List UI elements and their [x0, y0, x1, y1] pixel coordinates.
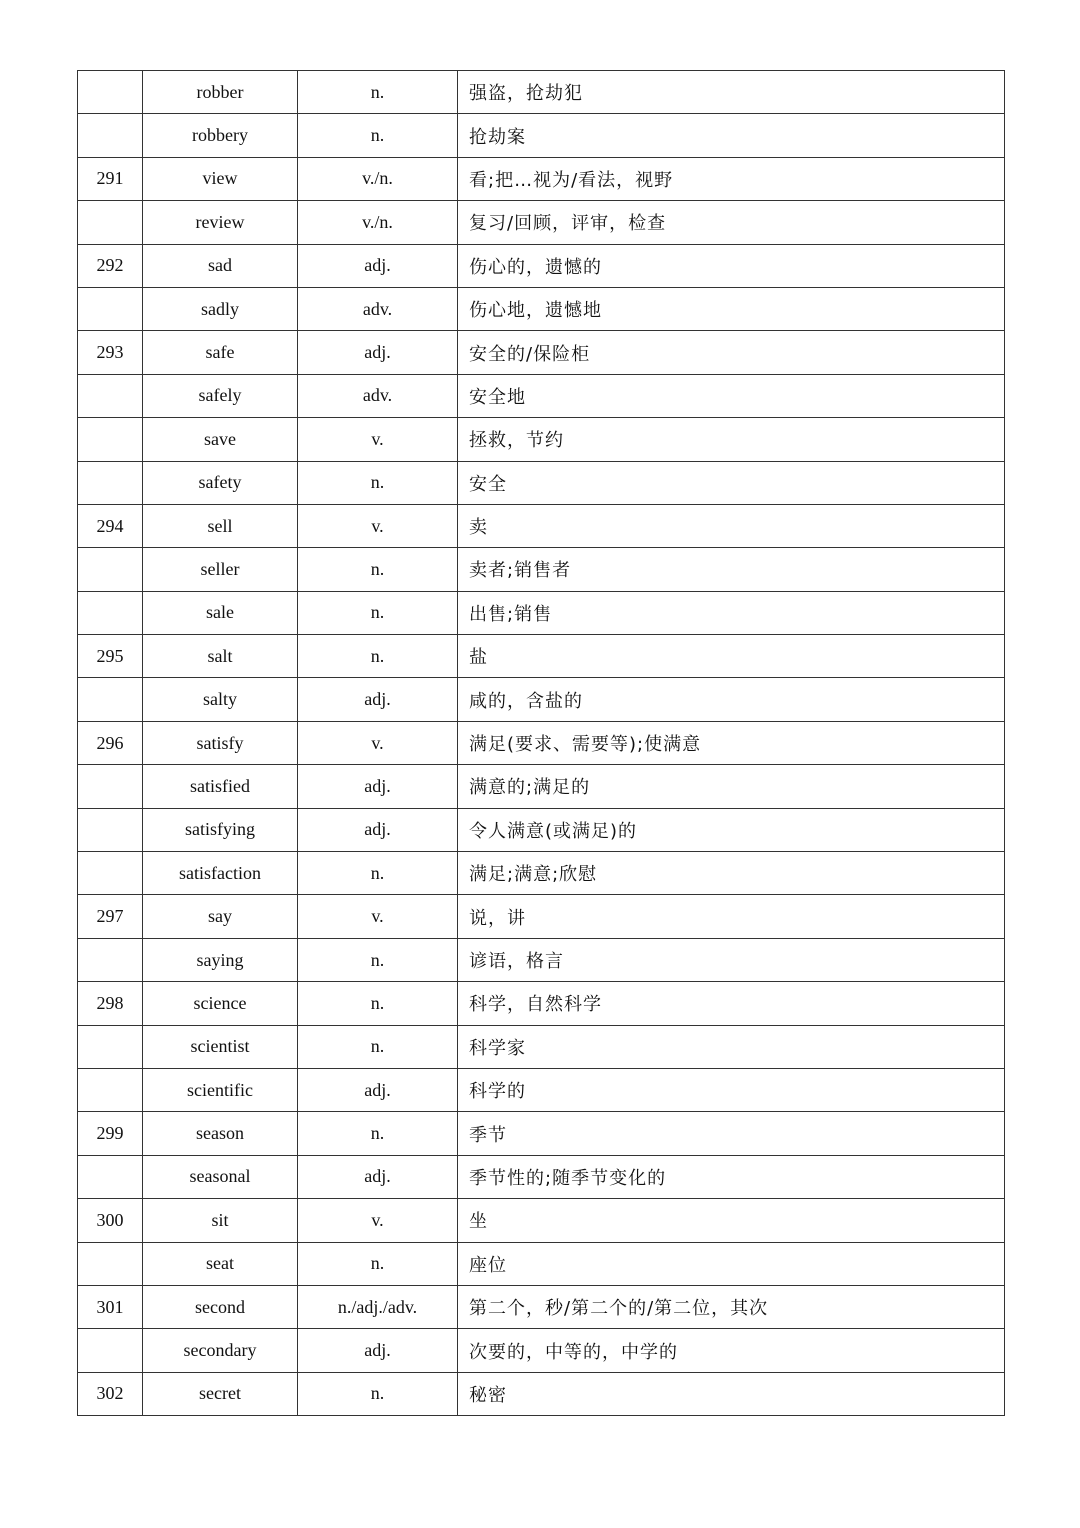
- entry-number: [78, 461, 143, 504]
- entry-word: secondary: [143, 1329, 298, 1372]
- table-row: [78, 1199, 1005, 1242]
- entry-meaning: 抢劫案: [458, 114, 1005, 157]
- entry-part-of-speech: adv.: [298, 374, 458, 417]
- table-row: [78, 418, 1005, 461]
- table-row: [78, 852, 1005, 895]
- entry-part-of-speech: n.: [298, 1242, 458, 1285]
- entry-part-of-speech: v.: [298, 895, 458, 938]
- entry-number: [78, 852, 143, 895]
- entry-meaning: 季节性的;随季节变化的: [458, 1155, 1005, 1198]
- entry-number: [78, 1068, 143, 1111]
- entry-part-of-speech: n.: [298, 852, 458, 895]
- entry-word: say: [143, 895, 298, 938]
- table-row: [78, 1112, 1005, 1155]
- entry-number: [78, 678, 143, 721]
- entry-number: [78, 201, 143, 244]
- entry-part-of-speech: v.: [298, 1199, 458, 1242]
- vocabulary-table-body: [78, 71, 1005, 1416]
- table-row: [78, 721, 1005, 764]
- entry-word: safe: [143, 331, 298, 374]
- entry-meaning: 卖者;销售者: [458, 548, 1005, 591]
- entry-number: [78, 71, 143, 114]
- entry-meaning: 卖: [458, 504, 1005, 547]
- entry-number: 294: [78, 504, 143, 547]
- table-row: [78, 1025, 1005, 1068]
- entry-part-of-speech: n.: [298, 982, 458, 1025]
- entry-word: satisfying: [143, 808, 298, 851]
- table-row: [78, 808, 1005, 851]
- entry-word: robber: [143, 71, 298, 114]
- entry-part-of-speech: n.: [298, 71, 458, 114]
- entry-part-of-speech: n.: [298, 548, 458, 591]
- entry-word: satisfaction: [143, 852, 298, 895]
- entry-meaning: 秘密: [458, 1372, 1005, 1415]
- entry-number: 295: [78, 635, 143, 678]
- entry-meaning: 满意的;满足的: [458, 765, 1005, 808]
- entry-word: sad: [143, 244, 298, 287]
- entry-word: safety: [143, 461, 298, 504]
- entry-part-of-speech: v.: [298, 504, 458, 547]
- entry-meaning: 科学家: [458, 1025, 1005, 1068]
- entry-number: [78, 114, 143, 157]
- entry-part-of-speech: adj.: [298, 1329, 458, 1372]
- entry-word: scientific: [143, 1068, 298, 1111]
- entry-part-of-speech: v./n.: [298, 157, 458, 200]
- entry-word: second: [143, 1285, 298, 1328]
- vocabulary-table: [77, 70, 1005, 1416]
- entry-meaning: 季节: [458, 1112, 1005, 1155]
- entry-word: satisfy: [143, 721, 298, 764]
- entry-word: salty: [143, 678, 298, 721]
- entry-part-of-speech: n.: [298, 461, 458, 504]
- entry-word: science: [143, 982, 298, 1025]
- entry-meaning: 次要的，中等的，中学的: [458, 1329, 1005, 1372]
- table-row: [78, 548, 1005, 591]
- table-row: [78, 591, 1005, 634]
- entry-part-of-speech: v./n.: [298, 201, 458, 244]
- entry-part-of-speech: n.: [298, 1372, 458, 1415]
- entry-part-of-speech: n.: [298, 938, 458, 981]
- table-row: [78, 374, 1005, 417]
- entry-word: safely: [143, 374, 298, 417]
- entry-part-of-speech: adj.: [298, 1068, 458, 1111]
- table-row: [78, 114, 1005, 157]
- entry-number: [78, 765, 143, 808]
- entry-part-of-speech: adj.: [298, 765, 458, 808]
- entry-meaning: 谚语，格言: [458, 938, 1005, 981]
- table-row: [78, 1068, 1005, 1111]
- entry-part-of-speech: adj.: [298, 331, 458, 374]
- entry-number: 293: [78, 331, 143, 374]
- entry-number: 291: [78, 157, 143, 200]
- entry-word: sit: [143, 1199, 298, 1242]
- table-row: [78, 1155, 1005, 1198]
- entry-meaning: 坐: [458, 1199, 1005, 1242]
- entry-word: seasonal: [143, 1155, 298, 1198]
- entry-number: 302: [78, 1372, 143, 1415]
- table-row: [78, 331, 1005, 374]
- entry-word: sell: [143, 504, 298, 547]
- entry-word: review: [143, 201, 298, 244]
- entry-meaning: 安全的/保险柜: [458, 331, 1005, 374]
- table-row: [78, 678, 1005, 721]
- entry-meaning: 满足;满意;欣慰: [458, 852, 1005, 895]
- entry-meaning: 满足(要求、需要等);使满意: [458, 721, 1005, 764]
- entry-number: [78, 808, 143, 851]
- entry-word: season: [143, 1112, 298, 1155]
- table-row: [78, 635, 1005, 678]
- entry-number: [78, 1329, 143, 1372]
- entry-meaning: 伤心地，遗憾地: [458, 287, 1005, 330]
- entry-meaning: 科学，自然科学: [458, 982, 1005, 1025]
- entry-part-of-speech: adj.: [298, 678, 458, 721]
- entry-number: 297: [78, 895, 143, 938]
- entry-part-of-speech: v.: [298, 721, 458, 764]
- table-row: [78, 895, 1005, 938]
- entry-number: 299: [78, 1112, 143, 1155]
- entry-number: [78, 418, 143, 461]
- entry-part-of-speech: n.: [298, 591, 458, 634]
- entry-word: salt: [143, 635, 298, 678]
- entry-meaning: 出售;销售: [458, 591, 1005, 634]
- entry-word: sale: [143, 591, 298, 634]
- table-row: [78, 982, 1005, 1025]
- table-row: [78, 287, 1005, 330]
- entry-number: [78, 548, 143, 591]
- entry-number: 296: [78, 721, 143, 764]
- table-row: [78, 765, 1005, 808]
- entry-word: secret: [143, 1372, 298, 1415]
- entry-word: saying: [143, 938, 298, 981]
- entry-meaning: 盐: [458, 635, 1005, 678]
- entry-part-of-speech: n.: [298, 114, 458, 157]
- entry-meaning: 令人满意(或满足)的: [458, 808, 1005, 851]
- table-row: [78, 938, 1005, 981]
- entry-word: save: [143, 418, 298, 461]
- entry-meaning: 安全: [458, 461, 1005, 504]
- table-row: [78, 1242, 1005, 1285]
- entry-number: [78, 1025, 143, 1068]
- entry-word: seat: [143, 1242, 298, 1285]
- entry-number: 300: [78, 1199, 143, 1242]
- entry-number: [78, 374, 143, 417]
- entry-word: scientist: [143, 1025, 298, 1068]
- entry-number: [78, 591, 143, 634]
- entry-meaning: 强盗，抢劫犯: [458, 71, 1005, 114]
- table-row: [78, 157, 1005, 200]
- entry-number: 301: [78, 1285, 143, 1328]
- table-row: [78, 201, 1005, 244]
- entry-word: view: [143, 157, 298, 200]
- table-row: [78, 504, 1005, 547]
- entry-number: [78, 287, 143, 330]
- entry-meaning: 伤心的，遗憾的: [458, 244, 1005, 287]
- entry-meaning: 咸的，含盐的: [458, 678, 1005, 721]
- entry-meaning: 科学的: [458, 1068, 1005, 1111]
- entry-meaning: 看;把…视为/看法，视野: [458, 157, 1005, 200]
- entry-number: 298: [78, 982, 143, 1025]
- table-row: [78, 1285, 1005, 1328]
- entry-word: seller: [143, 548, 298, 591]
- entry-number: [78, 938, 143, 981]
- entry-part-of-speech: n.: [298, 635, 458, 678]
- entry-part-of-speech: v.: [298, 418, 458, 461]
- entry-part-of-speech: adj.: [298, 808, 458, 851]
- entry-part-of-speech: adj.: [298, 1155, 458, 1198]
- entry-part-of-speech: adv.: [298, 287, 458, 330]
- table-row: [78, 1372, 1005, 1415]
- entry-meaning: 说，讲: [458, 895, 1005, 938]
- entry-word: robbery: [143, 114, 298, 157]
- entry-part-of-speech: adj.: [298, 244, 458, 287]
- table-row: [78, 71, 1005, 114]
- entry-word: satisfied: [143, 765, 298, 808]
- entry-number: 292: [78, 244, 143, 287]
- entry-part-of-speech: n./adj./adv.: [298, 1285, 458, 1328]
- table-row: [78, 244, 1005, 287]
- entry-meaning: 复习/回顾，评审，检查: [458, 201, 1005, 244]
- entry-part-of-speech: n.: [298, 1112, 458, 1155]
- entry-number: [78, 1242, 143, 1285]
- entry-meaning: 座位: [458, 1242, 1005, 1285]
- table-row: [78, 461, 1005, 504]
- entry-meaning: 安全地: [458, 374, 1005, 417]
- entry-meaning: 拯救，节约: [458, 418, 1005, 461]
- table-row: [78, 1329, 1005, 1372]
- entry-number: [78, 1155, 143, 1198]
- entry-word: sadly: [143, 287, 298, 330]
- entry-part-of-speech: n.: [298, 1025, 458, 1068]
- entry-meaning: 第二个，秒/第二个的/第二位，其次: [458, 1285, 1005, 1328]
